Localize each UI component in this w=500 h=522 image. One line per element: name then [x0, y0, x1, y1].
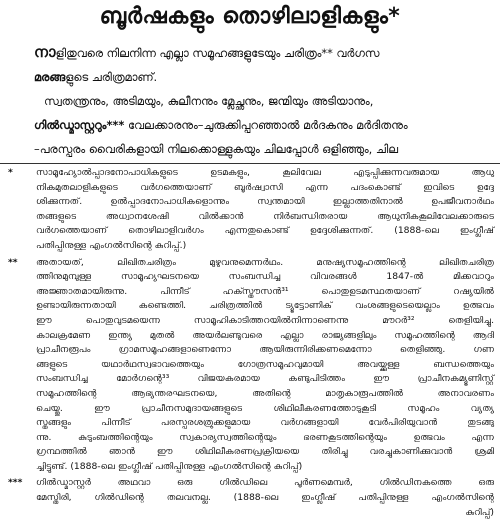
paragraph-1-line-2 [34, 65, 474, 89]
footnote-line: സമൂഹത്തിന്റെ ആഭ്യന്തരഘടനയെ, അതിന്റെ മാതൃകാരൂപത്തിൽ അനാവരണം [36, 387, 494, 399]
footnote-marker: * [8, 167, 13, 178]
paragraph-text: ളിതുവരെ നിലനിന്ന എല്ലാ സമൂഹങ്ങളുടേയും ചരിത്രം** വർഗസ [55, 46, 380, 60]
footnotes [8, 166, 494, 522]
paragraph-text: ളുടെ ചരിത്രമാണ്. [65, 70, 158, 84]
footnote-line: ഗ്രന്ഥത്തിൽ ഞാൻ ഈ ശിഥിലീകരണപ്രക്രിയയെ തിരിച്ചു വരച്ചുകാണിക്കുവാൻ ശ്രമി [36, 446, 494, 458]
footnote-line: മേസ്തിരി, ഗിൽഡിന്റെ തലവനല്ല. (1888-ലെ ഇംഗ്ലീഷ് പതിപ്പിനുള്ള എംഗൽസിന്റെ [36, 492, 494, 504]
paragraph-text: –പരസ്പരം വൈരികളായി നിലക്കൊള്ളുകയും ചിലപ്പോൾ ഒളിഞ്ഞും, ചില [34, 142, 398, 156]
paragraph-2-line-2 [34, 113, 474, 137]
footnote-line: പതിപ്പിനുള്ള എംഗൽസിന്റെ കുറിപ്പ്.) [36, 239, 187, 251]
footnote-line: ശിക്കുന്നത്. ഉൽപ്പാദനോപാധികളൊന്നും സ്വന്തമായി ഇല്ലാത്തതിനാൽ ഉപജീവനാർഥം [36, 196, 494, 208]
paragraph-2-line-3 [34, 137, 474, 161]
paragraph-text: വേലക്കാരനും–ചുരുക്കിപ്പറഞ്ഞാൽ മർദകനും മർദിതനും [124, 118, 408, 132]
paragraph-text: സ്വതന്ത്രനും, അടിമയും, കുലീനനും മ്ലേച്ഛനും, ജന്മിയും അടിയാനും, [44, 94, 374, 108]
footnote-3 [8, 476, 494, 520]
drop-cap: നാ [34, 43, 56, 61]
bold-word: മരങ്ങ [34, 70, 66, 84]
footnote-line: ഈ പൊതുവുടമയെന്ന സാമൂഹികാടിത്തറയിൽനിന്നാണെന്നു മൗറർ³² തെളിയിച്ചു. [36, 314, 494, 326]
footnote-line: നികമുതലാളികളുടെ വർഗത്തെയാണ് ബൂർഷ്വാസി എന്ന പദംകൊണ്ട് ഇവിടെ ഉദ്ദേ [36, 181, 494, 193]
footnote-1 [8, 166, 494, 254]
footnote-line: സ്തങ്ങളും പിന്നീട് പരസ്പരശത്രുക്കളുമായ വർഗങ്ങളായി വേർപിരിയുവാൻ തുടങ്ങു [36, 417, 494, 429]
footnote-line: ചെയ്തു. ഈ പ്രാചീനസമുദായങ്ങളുടെ ശിഥിലീകരണത്തോടുകൂടി സമൂഹം വ്യത്യ [36, 402, 494, 414]
paragraph-2-line-1 [34, 89, 474, 113]
footnote-line: ന്നു. കുടുംബത്തിന്റെയും സ്വകാര്യസ്വത്തിന്റെയും ഭരണകൂടത്തിന്റെയും ഉത്ഭവം എന്ന [36, 431, 494, 443]
footnote-line: അതായത്, ലിഖിതചരിത്രം മുഴുവനുമെന്നർഥം. മനുഷ്യസമൂഹത്തിന്റെ ലിഖിതചരിത്ര [36, 256, 494, 268]
chapter-title: ബൂർഷകളും തൊഴിലാളികളും* [99, 4, 401, 29]
footnote-line: വർഗത്തെയാണ് തൊഴിലാളിവർഗം എന്നതുകൊണ്ട് ഉദ്ദേശിക്കുന്നത്. (1888-ലെ ഇംഗ്ലീഷ് [36, 225, 494, 237]
paragraph-1-line-1 [34, 40, 474, 65]
bold-term: ഗിൽഡ്മാസ്റ്ററും*** [34, 118, 125, 132]
footnote-line: കുറിപ്പ്) [465, 506, 494, 518]
footnote-line: ഉണ്ടായിരുന്നതായി കണ്ടെത്തി. ചരിത്രത്തിൽ ട്യൂട്ടോണിക് വംശങ്ങളുടെയെല്ലാം ഉത്ഭവം [36, 300, 494, 312]
footnote-line: ങ്ങളുടെ യഥാർഥസ്വഭാവത്തെയും ഗോത്രസമൂഹവുമായി അവയ്ക്കുള്ള ബന്ധത്തെയും [36, 358, 494, 370]
footnote-line: ച്ചിട്ടുണ്ട്. (1888-ലെ ഇംഗ്ലീഷ് പതിപ്പിനുള്ള എംഗൽസിന്റെ കുറിപ്പ്) [36, 460, 303, 472]
footnote-line: കാലക്രമേണ ഇന്ത്യ മുതൽ അയർലണ്ടുവരെ എല്ലാ രാജ്യങ്ങളിലും സമൂഹത്തിന്റെ ആദി [36, 329, 494, 341]
footnote-marker: *** [8, 477, 23, 489]
footnote-line: അജ്ഞാതമായിരുന്നു. പിന്നീട് ഹക്സ്തൗസൻ³¹ പൊതുഉടമസ്ഥതയാണ് റഷ്യയിൽ [36, 285, 494, 297]
footnote-line: തങ്ങളുടെ അധ്വാനശേഷി വിൽക്കാൻ നിർബന്ധിതരായ ആധുനികകൂലിവേലക്കാരുടെ [36, 210, 494, 222]
footnote-line: ത്തിനുമുമ്പുള്ള സാമൂഹ്യഘടനയെ സംബന്ധിച്ച വിവരങ്ങൾ 1847-ൽ മിക്കവാറും [36, 271, 494, 283]
footnote-divider [0, 163, 500, 164]
footnote-line: ഗിൽഡ്മാസ്റ്റർ അഥവാ ഒരു ഗിൽഡിലെ പൂർണമെമ്പർ, ഗിൽഡിനകത്തെ ഒരു [36, 477, 494, 489]
footnote-line: സാമൂഹ്യോൽപ്പാദനോപാധികളുടെ ഉടമകളും, കൂലിവേല എടുപ്പിക്കുന്നവരുമായ ആധു [36, 167, 494, 178]
footnote-marker: ** [8, 256, 18, 268]
footnote-line: സംബന്ധിച്ച മോർഗന്റെ³³ വിജയകരമായ കണ്ടുപിടിത്തം ഈ പ്രാചീനകമ്യൂണിസ്റ്റ് [36, 373, 494, 385]
main-text [34, 40, 474, 161]
footnote-2 [8, 256, 494, 475]
footnote-line: പ്രാചീനരൂപം ഗ്രാമസമൂഹങ്ങളാണെന്നോ ആയിരുന്നിരിക്കണമെന്നോ തെളിഞ്ഞു. ഗണ [36, 344, 494, 356]
